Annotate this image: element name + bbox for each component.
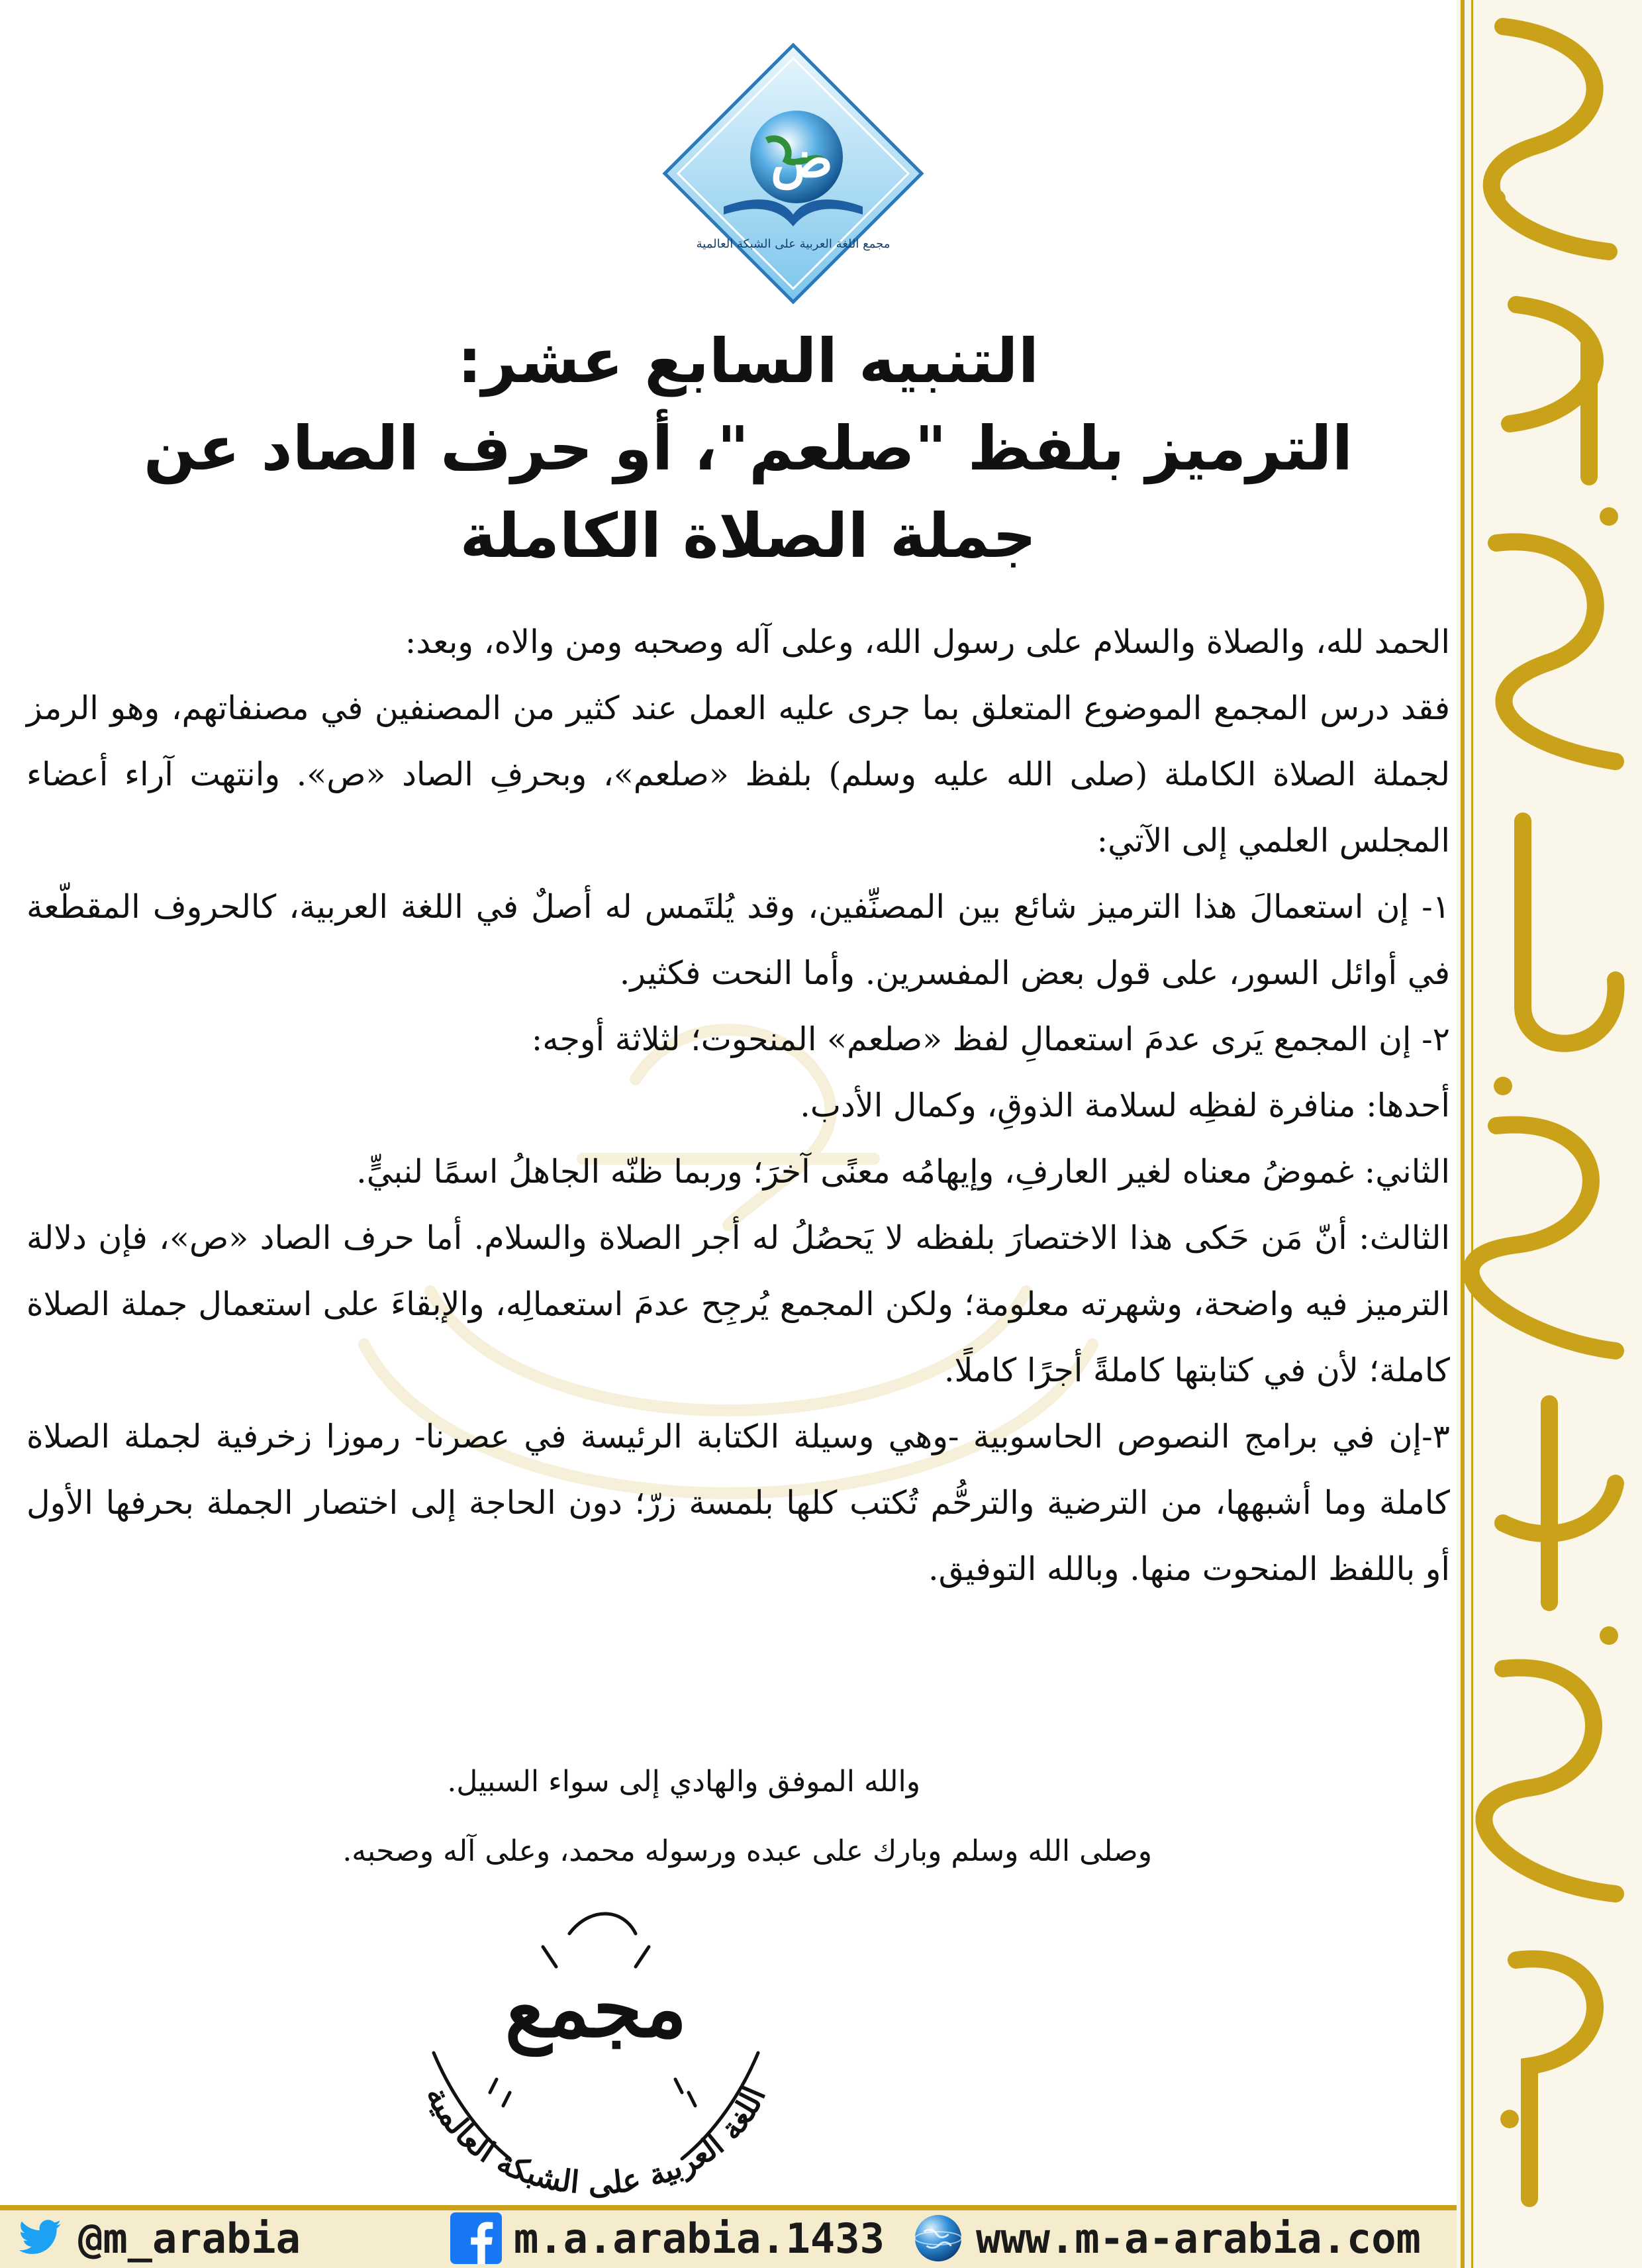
footer-gold-line xyxy=(0,2205,1457,2210)
twitter-bird-icon xyxy=(15,2212,66,2264)
footer-facebook[interactable] xyxy=(450,2212,885,2265)
closing-line-1: والله الموفق والهادي إلى سواء السبيل. xyxy=(447,1765,920,1799)
body-reason-2: الثاني: غموضُ معناه لغير العارفِ، وإيهامُه معنًى آخرَ؛ وربما ظنّه الجاهلُ اسمًا لنبيٍّ. xyxy=(356,1153,1450,1191)
body-reason-3: الثالث: أنّ مَن حَكى هذا الاختصارَ بلفظه لا يَحصُلُ له أجر الصلاة والسلام. أما حرف الصاد «ص»، فإن دلالة الترميز فيه واضحة، وشهرته معلومة؛ ولكن المجمع يُرجِح عدمَ استعمالِه، والإبقاءَ على استعمال جملة الصلاة كاملة؛ لأن في كتابتها كاملةً أجرًا كاملًا. xyxy=(26,1219,1450,1389)
side-calligraphy-band xyxy=(1457,0,1642,2268)
logo-caption: مجمع اللغة العربية على الشبكة العالمية xyxy=(696,237,891,251)
footer-website[interactable] xyxy=(912,2212,1421,2265)
globe-icon xyxy=(912,2212,964,2264)
body-point-3: ٣-إن في برامج النصوص الحاسوبية -وهي وسيلة الكتابة الرئيسة في عصرنا- رموزا زخرفية لجملة الصلاة كاملة وما أشبهها، من الترضية والترحُّم تُكتب كلها بلمسة زرّ؛ دون الحاجة إلى اختصار الجملة بحرفها الأول أو باللفظ المنحوت منها. وبالله التوفيق. xyxy=(26,1418,1450,1588)
academy-logo xyxy=(661,41,926,306)
body-point-1: ١- إن استعمالَ هذا الترميز شائع بين المصنِّفين، وقد يُلتَمس له أصلٌ في اللغة العربية، كالحروف المقطّعة في أوائل السور، على قول بعض المفسرين. وأما النحت فكثير. xyxy=(26,888,1450,992)
seal-word: مجمع xyxy=(505,1962,687,2055)
calligraphy-ornament xyxy=(1457,0,1642,2268)
page-title xyxy=(119,318,1377,580)
closing-line-2: وصلى الله وسلم وبارك على عبده ورسوله محمد، وعلى آله وصحبه. xyxy=(342,1834,1152,1868)
body-paragraph-intro: الحمد لله، والصلاة والسلام على رسول الله، وعلى آله وصحبه ومن والاه، وبعد: xyxy=(405,623,1450,661)
facebook-page[interactable]: m.a.arabia.1433 xyxy=(514,2214,885,2263)
body-reason-1: أحدها: منافرة لفظِه لسلامة الذوقِ، وكمال الأدب. xyxy=(800,1087,1450,1124)
body-point-2: ٢- إن المجمع يَرى عدمَ استعمالِ لفظ «صلعم» المنحوت؛ لثلاثة أوجه: xyxy=(531,1020,1450,1058)
body-paragraph-context: فقد درس المجمع الموضوع المتعلق بما جرى عليه العمل عند كثير من المصنفين في مصنفاتهم، وهو الرمز لجملة الصلاة الكاملة (صلى الله عليه وسلم) بلفظ «صلعم»، وبحرفِ الصاد «ص». وانتهت آراء أعضاء المجلس العلمي إلى الآتي: xyxy=(26,689,1450,860)
twitter-handle[interactable]: @m_arabia xyxy=(78,2214,301,2263)
title-line-2: الترميز بلفظ "صلعم"، أو حرف الصاد عن xyxy=(143,413,1353,484)
footer-twitter[interactable] xyxy=(15,2212,301,2265)
body-text xyxy=(26,609,1450,1602)
logo-letter: ض xyxy=(770,129,834,189)
title-line-3: جملة الصلاة الكاملة xyxy=(459,501,1037,571)
title-line-1: التنبيه السابع عشر: xyxy=(457,326,1039,397)
footer-bar xyxy=(0,2205,1457,2268)
facebook-f-icon xyxy=(450,2212,502,2264)
website-url[interactable]: www.m-a-arabia.com xyxy=(976,2214,1421,2263)
seal-arc-text: اللغة العربية على الشبكة العالمية xyxy=(419,2081,773,2201)
